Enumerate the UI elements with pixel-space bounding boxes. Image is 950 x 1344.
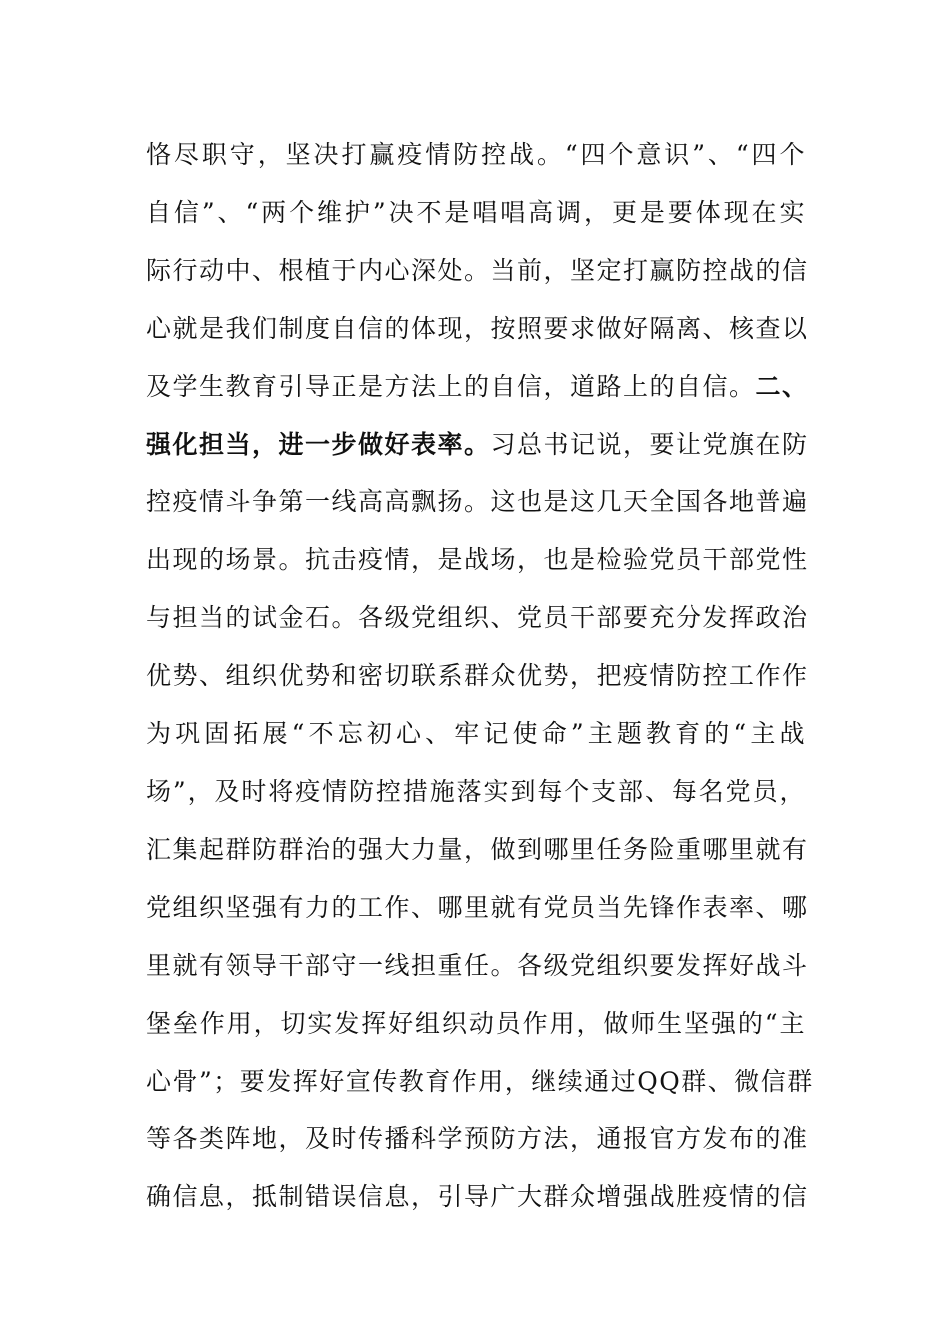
text-run: 际行动中、根植于内心深处。当前，坚定打赢防控战的信 [146,255,809,285]
text-line [146,358,809,416]
text-line [146,821,809,879]
text-line [146,647,809,705]
text-run: 心就是我们制度自信的体现，按照要求做好隔离、核查以 [146,313,809,343]
text-run: 为巩固拓展“不忘初心、牢记使命”主题教育的“主战 [146,719,806,749]
body-paragraph [146,126,814,1226]
text-line [146,473,809,531]
text-line [146,1168,809,1226]
text-line [146,589,809,647]
text-run: 汇集起群防群治的强大力量，做到哪里任务险重哪里就有 [146,834,809,864]
text-run: 等各类阵地，及时传播科学预防方法，通报官方发布的准 [146,1124,809,1154]
text-run: 场”，及时将疫情防控措施落实到每个支部、每名党员， [146,776,806,806]
bold-heading-text: 强化担当，进一步做好表率。 [146,429,491,459]
text-line [146,995,806,1053]
text-line [146,126,806,184]
text-run: 恪尽职守，坚决打赢疫情防控战。“四个意识”、“四个 [146,140,806,169]
text-run: 出现的场景。抗击疫情，是战场，也是检验党员干部党性 [146,545,809,575]
text-line [146,763,806,821]
text-line [146,184,806,242]
text-line [146,705,806,763]
text-line [146,879,809,937]
text-run: 及学生教育引导正是方法上的自信，道路上的自信。 [146,371,756,401]
text-run: 心骨”；要发挥好宣传教育作用，继续通过QQ群、微信群 [146,1066,814,1096]
text-line [146,416,809,474]
text-run: 优势、组织优势和密切联系群众优势，把疫情防控工作作 [146,661,809,691]
text-run: 党组织坚强有力的工作、哪里就有党员当先锋作表率、哪 [146,892,809,922]
text-run: 控疫情斗争第一线高高飘扬。这也是这几天全国各地普遍 [146,487,809,517]
bold-heading-text: 二、 [755,371,809,401]
text-run: 与担当的试金石。各级党组织、党员干部要充分发挥政治 [146,603,809,633]
text-line [146,531,809,589]
text-run: 习总书记说，要让党旗在防 [490,429,809,459]
text-run: 自信”、“两个维护”决不是唱唱高调，更是要体现在实 [146,197,806,227]
text-line [146,1053,814,1111]
text-line [146,242,809,300]
text-run: 堡垒作用，切实发挥好组织动员作用，做师生坚强的“主 [146,1008,806,1038]
text-line [146,937,809,995]
text-run: 里就有领导干部守一线担重任。各级党组织要发挥好战斗 [146,950,809,980]
text-line [146,300,809,358]
text-run: 确信息，抵制错误信息，引导广大群众增强战胜疫情的信 [146,1182,809,1212]
text-line [146,1110,809,1168]
